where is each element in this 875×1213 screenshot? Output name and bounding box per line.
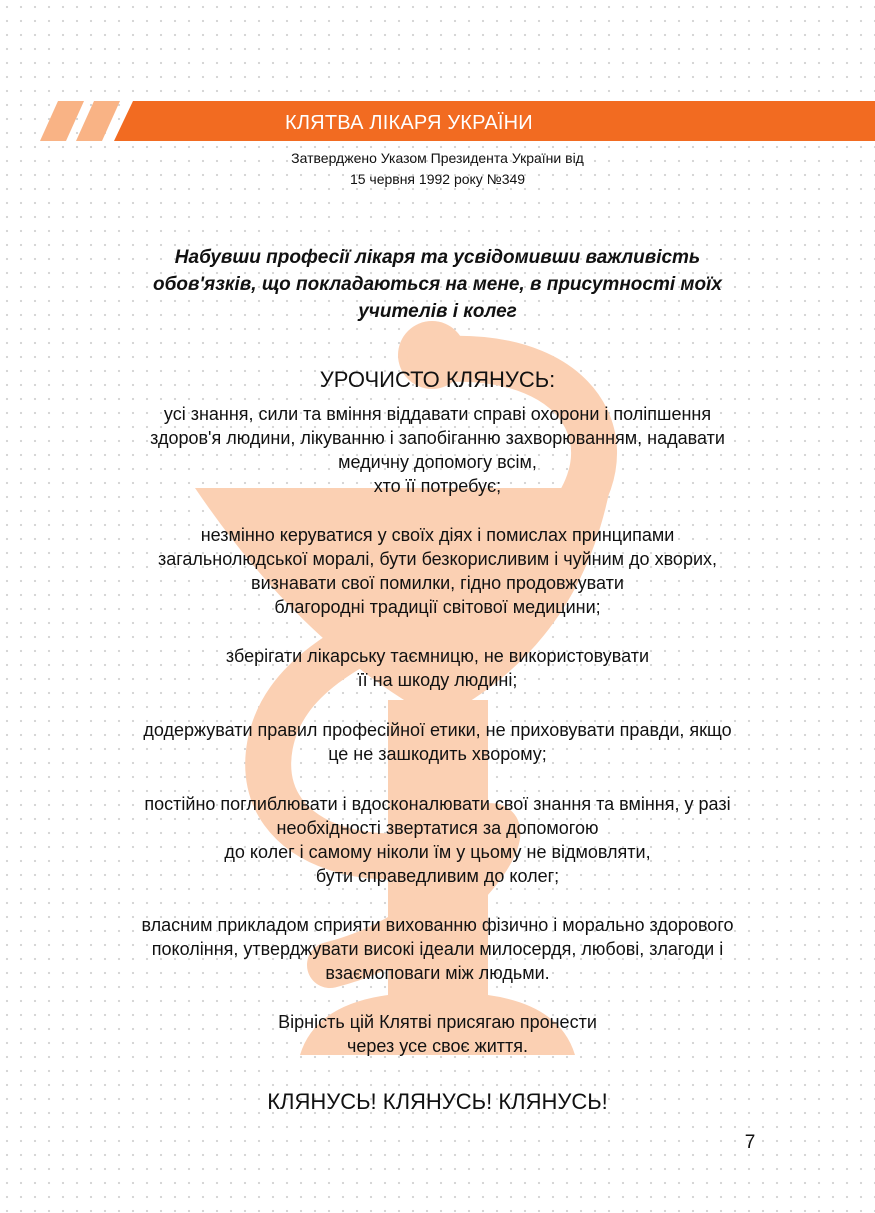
oath-line: бути справедливим до колег; bbox=[315, 866, 560, 886]
oath-line: постійно поглиблювати і вдосконалювати свої знання та вміння, у разі bbox=[144, 794, 731, 814]
final-vow: КЛЯНУСЬ! КЛЯНУСЬ! КЛЯНУСЬ! bbox=[267, 1089, 608, 1114]
header-slash-1 bbox=[40, 101, 84, 141]
oath-paragraph bbox=[40, 402, 835, 498]
intro-line: Набувши професії лікаря та усвідомивши важливість bbox=[174, 247, 701, 268]
intro-text bbox=[60, 244, 815, 325]
page-number: 7 bbox=[744, 1132, 756, 1153]
oath-line: незмінно керуватися у своїх діях і помислах принципами bbox=[200, 525, 675, 545]
oath-line: Вірність цій Клятві присягаю пронести bbox=[278, 1012, 597, 1032]
oath-line: хто її потребує; bbox=[373, 476, 502, 496]
intro-line: учителів і колег bbox=[358, 301, 517, 322]
oath-line: взаємоповаги між людьми. bbox=[325, 963, 550, 983]
oath-line: необхідності звертатися за допомогою bbox=[276, 818, 599, 838]
oath-line: додержувати правил професійної етики, не приховувати правди, якщо bbox=[143, 720, 732, 740]
oath-paragraph bbox=[40, 644, 835, 692]
oath-line: це не зашкодить хворому; bbox=[328, 744, 547, 764]
oath-line: благородні традиції світової медицини; bbox=[274, 597, 601, 617]
oath-line: усі знання, сили та вміння віддавати справі охорони і поліпшення bbox=[163, 404, 712, 424]
oath-line: через усе своє життя. bbox=[347, 1036, 528, 1056]
swear-heading: УРОЧИСТО КЛЯНУСЬ: bbox=[319, 367, 556, 392]
oath-line: покоління, утверджувати високі ідеали милосердя, любові, злагоди і bbox=[151, 939, 724, 959]
oath-line: медичну допомогу всім, bbox=[338, 452, 537, 472]
oath-paragraph bbox=[40, 913, 835, 985]
decree-line-2: 15 червня 1992 року №349 bbox=[349, 171, 526, 187]
oath-paragraph bbox=[40, 792, 835, 888]
oath-closing bbox=[40, 1010, 835, 1058]
oath-paragraph bbox=[40, 718, 835, 766]
document-title: КЛЯТВА ЛІКАРЯ УКРАЇНИ bbox=[285, 112, 533, 134]
oath-line: власним прикладом сприяти вихованню фізично і морально здорового bbox=[141, 915, 734, 935]
oath-line: зберігати лікарську таємницю, не використовувати bbox=[225, 646, 650, 666]
intro-line: обов'язків, що покладаються на мене, в присутності моїх bbox=[153, 274, 722, 295]
oath-line: її на шкоду людині; bbox=[357, 670, 518, 690]
header-slash-2 bbox=[76, 101, 120, 141]
decree-line-1: Затверджено Указом Президента України від bbox=[291, 150, 584, 166]
oath-line: здоров'я людини, лікуванню і запобіганню захворюванням, надавати bbox=[150, 428, 725, 448]
oath-paragraph bbox=[40, 523, 835, 619]
oath-line: до колег і самому ніколи їм у цьому не відмовляти, bbox=[224, 842, 651, 862]
oath-line: загальнолюдської моралі, бути безкорисливим і чуйним до хворих, bbox=[157, 549, 718, 569]
oath-line: визнавати свої помилки, гідно продовжувати bbox=[251, 573, 624, 593]
